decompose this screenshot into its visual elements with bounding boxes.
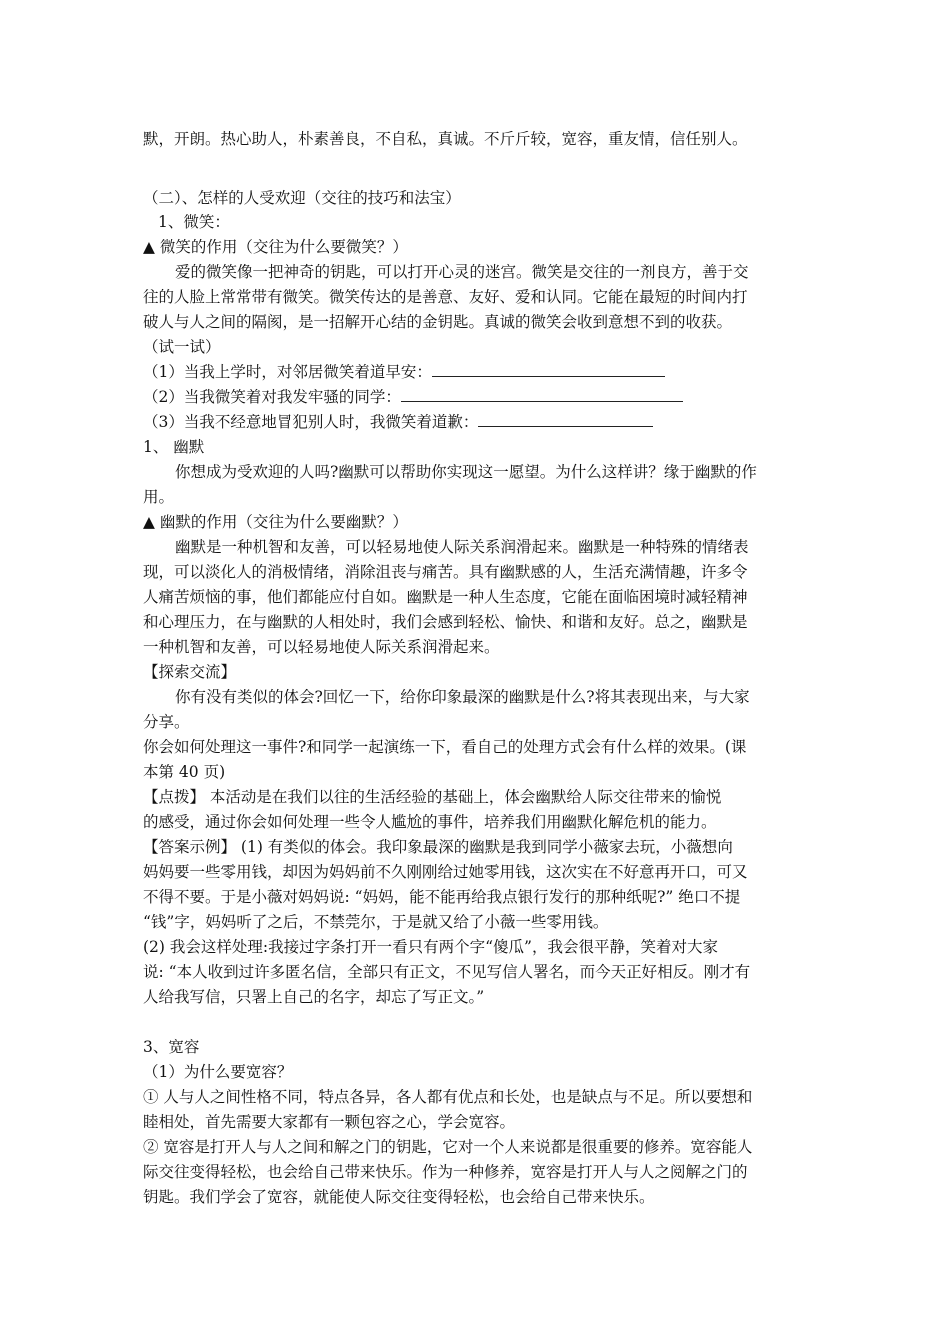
answer-blank-3[interactable] [478,410,653,427]
exercise-2-text: （2）当我微笑着对我发牢骚的同学： [143,388,401,406]
text-line: “钱”字，妈妈听了之后，不禁莞尔，于是就又给了小薇一些零用钱。 [143,913,609,931]
text-line: 本第 40 页) [143,763,226,781]
text-line: 的感受，通过你会如何处理一些令人尴尬的事件，培养我们用幽默化解危机的能力。 [143,813,717,831]
text-line: ① 人与人之间性格不同，特点各异，各人都有优点和长处，也是缺点与不足。所以要想和 [143,1088,753,1106]
tolerance-question: （1）为什么要宽容？ [143,1063,293,1081]
text-line: ② 宽容是打开人与人之间和解之门的钥匙，它对一个人来说都是很重要的修养。宽容能人 [143,1138,753,1156]
text-line: 妈妈要一些零用钱，却因为妈妈前不久刚刚给过她零用钱，这次实在不好意再开口，可又 [143,863,748,881]
exercise-1-text: （1）当我上学时，对邻居微笑着道早安： [143,363,432,381]
text-line: 用。 [143,488,175,506]
text-line: 人痛苦烦恼的事，他们都能应付自如。幽默是一种人生态度，它能在面临困境时减轻精神 [143,588,748,606]
text-line: 说: “本人收到过许多匿名信，全部只有正文，不见写信人署名，而今天正好相反。刚才有 [143,963,751,981]
text-line: (2) 我会这样处理:我接过字条打开一看只有两个字“傻瓜”，我会很平静，笑着对大家 [143,938,718,956]
text-line: 你有没有类似的体会?回忆一下，给你印象最深的幽默是什么?将其表现出来，与大家 [175,688,750,706]
humor-function-heading: ▲ 幽默的作用（交往为什么要幽默？） [143,513,408,531]
text-line: 爱的微笑像一把神奇的钥匙，可以打开心灵的迷宫。微笑是交往的一剂良方，善于交 [175,263,749,281]
answer-example: 【答案示例】 (1) 有类似的体会。我印象最深的幽默是我到同学小薇家去玩，小薇想向 [143,838,733,856]
explore-heading: 【探索交流】 [143,663,237,681]
text-line: 一种机智和友善，可以轻易地使人际关系润滑起来。 [143,638,500,656]
try-label: （试一试） [143,338,221,356]
tip-paragraph: 【点拨】 本活动是在我们以往的生活经验的基础上，体会幽默给人际交往带来的愉悦 [143,788,722,806]
text-line: 往的人脸上常常带有微笑。微笑传达的是善意、友好、爱和认同。它能在最短的时间内打 [143,288,748,306]
subheading-humor: 1、 幽默 [143,438,205,456]
answer-blank-1[interactable] [432,360,665,377]
exercise-2 [143,385,683,409]
section-heading: （二）、怎样的人受欢迎（交往的技巧和法宝） [143,189,461,207]
text-line: 分享。 [143,713,190,731]
text-line: 际交往变得轻松，也会给自己带来快乐。作为一种修养，宽容是打开人与人之阅解之门的 [143,1163,748,1181]
smile-function-heading: ▲ 微笑的作用（交往为什么要微笑？） [143,238,408,256]
text-line: 钥匙。我们学会了宽容，就能使人际交往变得轻松，也会给自己带来快乐。 [143,1188,655,1206]
exercise-3 [143,410,653,434]
text-line: 现，可以淡化人的消极情绪，消除沮丧与痛苦。具有幽默感的人，生活充满情趣，许多令 [143,563,748,581]
exercise-3-text: （3）当我不经意地冒犯别人时，我微笑着道歉： [143,413,479,431]
subheading-tolerance: 3、宽容 [143,1038,200,1056]
text-line: 幽默是一种机智和友善，可以轻易地使人际关系润滑起来。幽默是一种特殊的情绪表 [175,538,749,556]
subheading-smile: 1、微笑： [158,213,230,231]
text-line: 你会如何处理这一事件?和同学一起演练一下，看自己的处理方式会有什么样的效果。(课 [143,738,747,756]
text-line: 睦相处，首先需要大家都有一颗包容之心，学会宽容。 [143,1113,516,1131]
answer-blank-2[interactable] [401,385,683,402]
exercise-1 [143,360,665,384]
text-line: 你想成为受欢迎的人吗?幽默可以帮助你实现这一愿望。为什么这样讲？缘于幽默的作 [175,463,757,481]
text-line: 和心理压力，在与幽默的人相处时，我们会感到轻松、愉快、和谐和友好。总之，幽默是 [143,613,748,631]
text-line: 人给我写信，只署上自己的名字，却忘了写正文。” [143,988,485,1006]
text-line: 破人与人之间的隔阂，是一招解开心结的金钥匙。真诚的微笑会收到意想不到的收获。 [143,313,733,331]
text-line: 默，开朗。热心助人，朴素善良，不自私，真诚。不斤斤较，宽容，重友情，信任别人。 [143,130,748,148]
text-line: 不得不要。于是小薇对妈妈说: “妈妈，能不能再给我点银行发行的那种纸呢?” 绝口不提 [143,888,741,906]
